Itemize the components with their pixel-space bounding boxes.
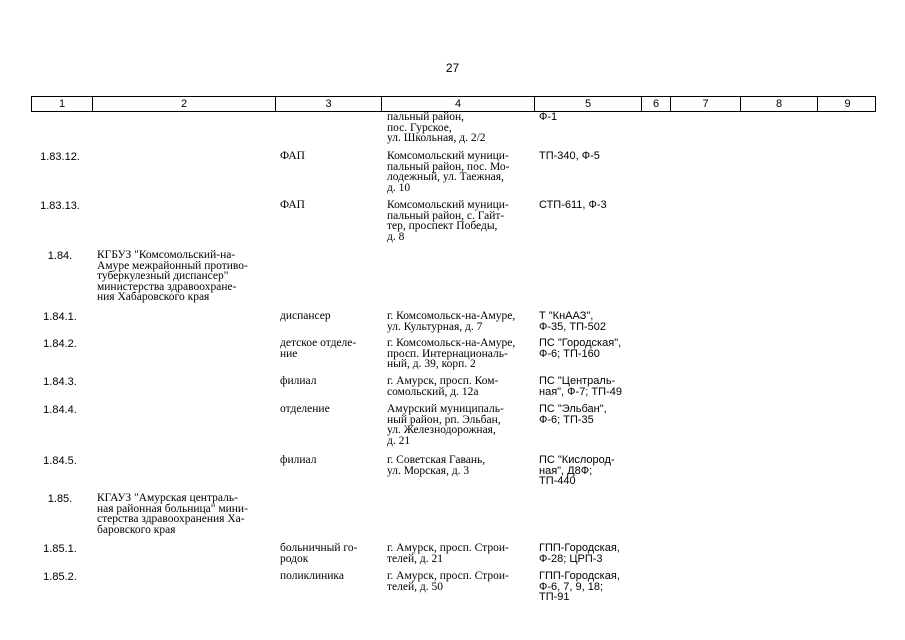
facility-address-line: Комсомольский муници-: [387, 199, 509, 211]
power-source-line: ГПП-Городская,: [539, 570, 620, 582]
facility-address: [387, 376, 498, 397]
facility-address-line: г. Советская Гавань,: [387, 454, 486, 466]
power-source: [539, 151, 600, 162]
facility-address-line: д. 21: [387, 434, 411, 447]
facility-address-line: ный, д. 39, корп. 2: [387, 358, 476, 370]
facility-address: [387, 455, 485, 476]
power-source: [539, 571, 620, 603]
organization-name-line: КГБУЗ "Комсомольский-на-: [97, 249, 236, 261]
facility-type: [280, 376, 316, 387]
power-source: [539, 338, 621, 359]
facility-type-line: филиал: [280, 454, 317, 466]
row-number: 1.84.1.: [43, 311, 77, 323]
facility-address-line: тер, проспект Победы,: [387, 220, 498, 232]
row-number: 1.84.4.: [43, 404, 77, 416]
facility-address-line: г. Амурск, просп. Ком-: [387, 375, 499, 387]
header-col-4: 4: [382, 97, 535, 111]
facility-address: [387, 571, 509, 592]
power-source-line: ПС "Кислород-: [539, 454, 615, 466]
facility-address-line: пальный район, с. Гайт-: [387, 209, 505, 222]
power-source-line: ПС "Городская",: [539, 337, 622, 349]
facility-address-line: Амурский муниципаль-: [387, 403, 504, 415]
facility-type-line: больничный го-: [280, 542, 358, 554]
header-col-6: 6: [642, 97, 671, 111]
organization-name-line: туберкулезный диспансер": [97, 270, 229, 282]
power-source-line: Ф-1: [539, 111, 558, 123]
facility-address: [387, 151, 509, 193]
header-col-3: 3: [276, 97, 382, 111]
row-number: 1.84.3.: [43, 376, 77, 388]
row-number: 1.84.5.: [43, 455, 77, 467]
row-number: 1.84.2.: [43, 338, 77, 350]
power-source-line: ТП-340, Ф-5: [539, 150, 600, 162]
power-source-line: ГПП-Городская,: [539, 542, 620, 554]
header-col-1: 1: [32, 97, 93, 111]
facility-type-line: поликлиника: [280, 570, 344, 582]
header-col-7: 7: [671, 97, 741, 111]
facility-address-line: телей, д. 21: [387, 552, 443, 565]
power-source-line: ПС "Централь-: [539, 375, 616, 387]
facility-type: [280, 311, 331, 322]
power-source: [539, 200, 607, 211]
facility-type: [280, 543, 357, 564]
facility-address-line: пальный район, пос. Мо-: [387, 160, 510, 173]
facility-address-line: г. Амурск, просп. Строи-: [387, 542, 509, 554]
facility-address-line: г. Амурск, просп. Строи-: [387, 570, 509, 582]
organization-name-line: министерства здравоохране-: [97, 280, 237, 293]
organization-name-line: баровского края: [97, 523, 176, 536]
facility-address: [387, 338, 515, 370]
facility-address: [387, 311, 515, 332]
facility-address-line: г. Комсомольск-на-Амуре,: [387, 337, 516, 349]
row-number: 1.83.13.: [40, 200, 80, 212]
organization-name: [97, 493, 248, 535]
facility-type: [280, 455, 316, 466]
row-number: 1.84.: [47, 250, 73, 262]
organization-name-line: ния Хабаровского края: [97, 291, 210, 303]
organization-name-line: КГАУЗ "Амурская централь-: [97, 492, 238, 504]
facility-address: [387, 200, 509, 242]
facility-address-line: сомольский, д. 12а: [387, 385, 479, 398]
row-number: 1.85.: [47, 493, 73, 505]
facility-address-line: ул. Культурная, д. 7: [387, 320, 483, 333]
facility-type-line: филиал: [280, 375, 317, 387]
facility-type-line: ФАП: [280, 199, 305, 211]
row-number: 1.85.1.: [43, 543, 77, 555]
facility-type-line: отделение: [280, 403, 330, 415]
power-source: [539, 543, 620, 564]
header-col-2: 2: [93, 97, 276, 111]
facility-type-line: ФАП: [280, 150, 305, 162]
facility-address-line: Комсомольский муници-: [387, 150, 509, 162]
facility-address-line: ул. Железнодорожная,: [387, 424, 496, 436]
organization-name-line: Амуре межрайонный противо-: [97, 259, 248, 272]
facility-address: [387, 543, 509, 564]
row-number: 1.85.2.: [43, 571, 77, 583]
power-source-line: Ф-35, ТП-502: [539, 320, 607, 333]
power-source-line: ПС "Эльбан",: [539, 403, 607, 415]
facility-address-line: ный район, рп. Эльбан,: [387, 413, 501, 426]
facility-address: [387, 404, 504, 446]
facility-type-line: родок: [280, 552, 309, 565]
facility-address-line: просп. Интернациональ-: [387, 347, 508, 360]
row-number: 1.83.12.: [40, 151, 80, 163]
header-col-9: 9: [844, 98, 851, 110]
facility-type-line: ние: [280, 347, 298, 360]
power-source: [539, 112, 557, 123]
organization-name-line: ная районная больница" мини-: [97, 502, 248, 515]
facility-address-line: ул. Школьная, д. 2/2: [387, 132, 486, 144]
power-source: [539, 311, 606, 332]
header-col-5: 5: [535, 97, 642, 111]
page-number: 27: [445, 61, 460, 75]
facility-type: [280, 404, 330, 415]
facility-type: [280, 200, 305, 211]
power-source: [539, 455, 615, 487]
facility-address-line: телей, д. 50: [387, 580, 443, 593]
power-source: [539, 376, 622, 397]
facility-address-line: пальный район,: [387, 111, 465, 123]
facility-address-line: г. Комсомольск-на-Амуре,: [387, 310, 516, 322]
power-source-line: ТП-440: [539, 475, 576, 487]
table-header: [31, 96, 876, 112]
header-col-8: 8: [741, 97, 818, 111]
power-source-line: ТП-91: [539, 591, 570, 603]
power-source-line: Ф-6, 7, 9, 18;: [539, 580, 604, 593]
facility-address-line: д. 10: [387, 181, 411, 194]
facility-address: [387, 112, 486, 144]
facility-address-line: ул. Морская, д. 3: [387, 464, 470, 477]
power-source-line: ная", Ф-7; ТП-49: [539, 385, 622, 398]
facility-address-line: пос. Гурское,: [387, 121, 452, 134]
power-source-line: Ф-6; ТП-35: [539, 413, 594, 426]
facility-address-line: лодежный, ул. Таежная,: [387, 171, 504, 183]
power-source: [539, 404, 607, 425]
power-source-line: ная", Д8Ф;: [539, 464, 593, 477]
power-source-line: СТП-611, Ф-3: [539, 199, 607, 211]
facility-type: [280, 571, 344, 582]
power-source-line: Т "КнААЗ",: [539, 310, 594, 322]
facility-type-line: диспансер: [280, 310, 331, 322]
facility-type: [280, 151, 305, 162]
organization-name-line: стерства здравоохранения Ха-: [97, 513, 245, 525]
facility-type: [280, 338, 356, 359]
facility-address-line: д. 8: [387, 230, 405, 243]
facility-type-line: детское отделе-: [280, 337, 357, 349]
organization-name: [97, 250, 248, 303]
power-source-line: Ф-6; ТП-160: [539, 347, 600, 360]
power-source-line: Ф-28; ЦРП-3: [539, 552, 603, 565]
